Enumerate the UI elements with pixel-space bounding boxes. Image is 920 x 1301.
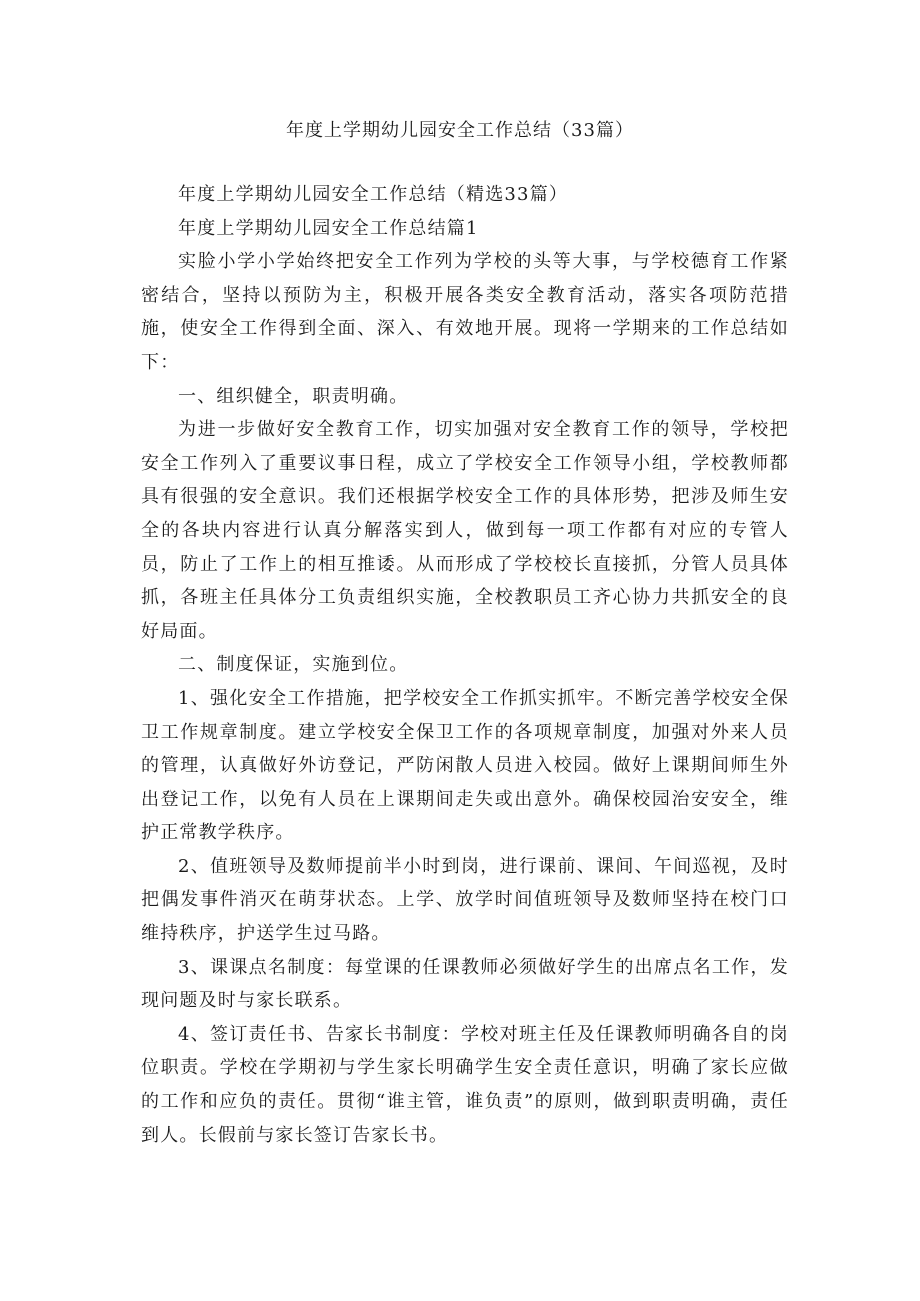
paragraph-item-1: 1、强化安全工作措施，把学校安全工作抓实抓牢。不断完善学校安全保卫工作规章制度。建立学校安全保卫工作的各项规章制度，加强对外来人员的管理，认真做好外访登记，严防闲散人员进入校园。做好上课期间师生外出登记工作，以免有人员在上课期间走失或出意外。确保校园治安安全，维护正常教学秩序。 [141, 687, 789, 844]
section-heading: 年度上学期幼儿园安全工作总结篇1 [178, 217, 479, 239]
paragraph-organization: 为进一步做好安全教育工作，切实加强对安全教育工作的领导，学校把安全工作列入了重要议事日程，成立了学校安全工作领导小组，学校教师都具有很强的安全意识。我们还根据学校安全工作的具体形势，把涉及师生安全的各块内容进行认真分解落实到人，做到每一项工作都有对应的专管人员，防止了工作上的相互推诿。从而形成了学校校长直接抓，分管人员具体抓，各班主任具体分工负责组织实施，全校教职员工齐心协力共抓安全的良好局面。 [141, 419, 789, 642]
paragraph-intro: 实脸小学小学始终把安全工作列为学校的头等大事，与学校德育工作紧密结合，坚持以预防为主，积极开展各类安全教育活动，落实各项防范措施，使安全工作得到全面、深入、有效地开展。现将一学期来的工作总结如下： [141, 251, 789, 373]
heading-organization: 一、组织健全，职责明确。 [178, 385, 409, 407]
paragraph-item-2: 2、值班领导及数师提前半小时到岗，进行课前、课间、午间巡视，及时把偶发事件消灭在萌芽状态。上学、放学时间值班领导及数师坚持在校门口维持秩序，护送学生过马路。 [141, 855, 789, 945]
document-subtitle: 年度上学期幼儿园安全工作总结（精选33篇） [178, 184, 569, 205]
heading-system: 二、制度保证，实施到位。 [178, 654, 409, 676]
paragraph-item-4: 4、签订责任书、告家长书制度：学校对班主任及任课教师明确各自的岗位职责。学校在学期初与学生家长明确学生安全责任意识，明确了家长应做的工作和应负的责任。贯彻“谁主管，谁负责”的原则，做到职责明确，责任到人。长假前与家长签订告家长书。 [141, 1023, 789, 1146]
document-body [141, 178, 789, 1152]
document-title: 年度上学期幼儿园安全工作总结（33篇） [286, 120, 634, 141]
paragraph-item-3: 3、课课点名制度：每堂课的任课教师必须做好学生的出席点名工作，发现问题及时与家长联系。 [141, 956, 789, 1012]
